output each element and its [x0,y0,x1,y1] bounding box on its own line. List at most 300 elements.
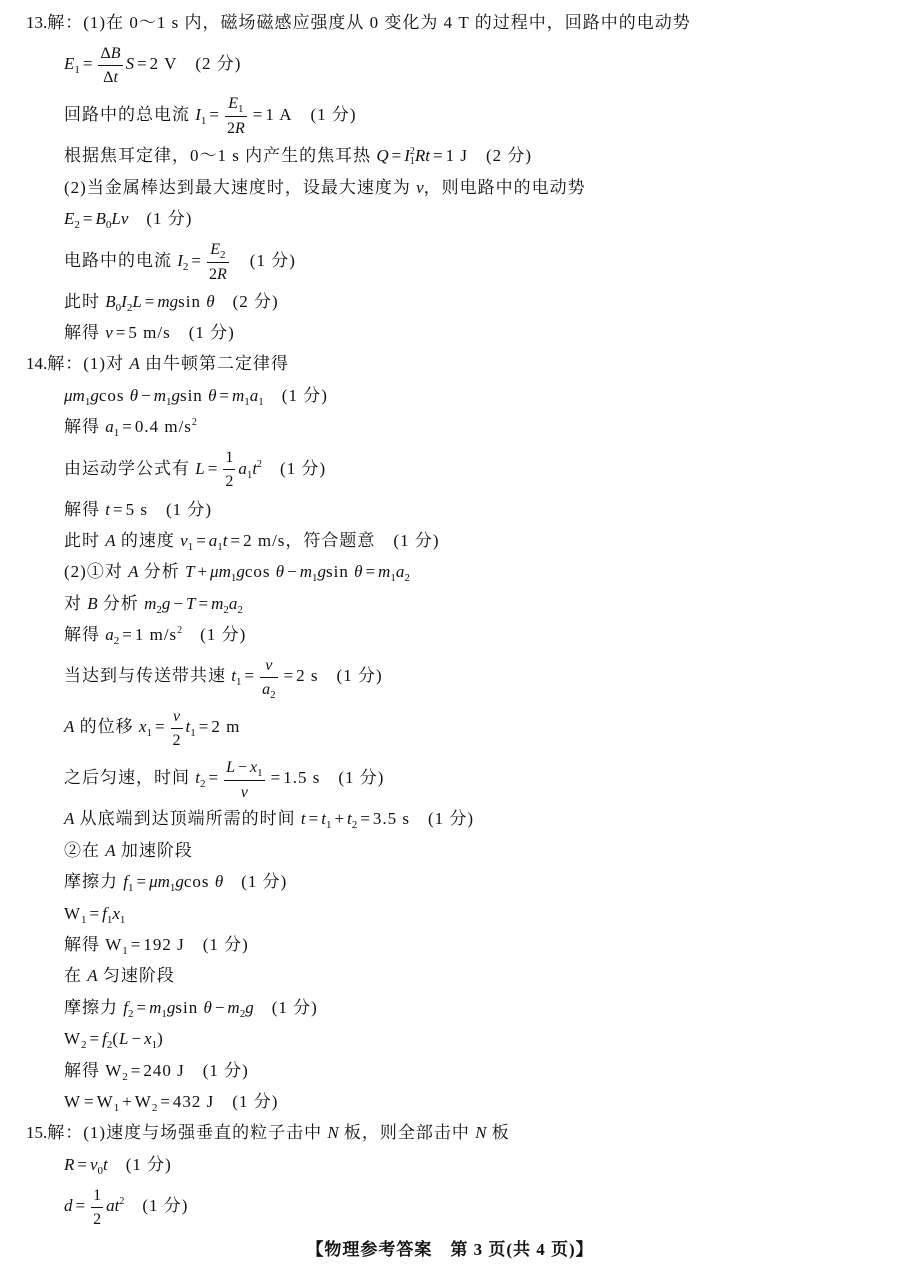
question-block [0,348,900,1117]
text-run: 1 m/s [134,625,178,645]
subscript: 1 [151,1039,158,1052]
math-variable: x [144,1029,152,1049]
math-variable-with-index [404,146,415,168]
answer-line [0,929,900,960]
math-variable: m [149,997,162,1017]
answer-line [0,38,900,89]
math-variable: E [210,240,221,258]
text-run: 2 [93,1210,102,1228]
math-variable-with-index [228,95,244,116]
text-run: Δ [103,68,114,86]
text-run: sin [179,385,209,405]
text-run: 分析 [97,593,145,613]
subscript: 1 [325,819,332,832]
math-variable: t [114,1196,120,1216]
math-operator: = [209,105,220,125]
text-run-with-index [64,903,87,926]
math-variable: θ [206,291,215,311]
math-variable: f [102,903,107,923]
math-operator: = [82,54,93,74]
math-variable: L [132,291,142,311]
math-operator: = [160,1091,170,1111]
fraction-numerator [91,1185,103,1208]
text-run: 1 [225,449,234,467]
fraction [98,43,122,88]
fraction [207,239,229,285]
subscript: 1 [200,115,207,128]
answer-line [0,1086,900,1117]
text-run: 的速度 [115,530,181,550]
fraction-numerator [224,757,265,781]
math-variable: g [90,385,99,405]
math-variable: x [138,717,147,737]
text-run: 解：(1)在 0～1 s 内，磁场磁感应强度从 0 变化为 4 T 的过程中，回路中的电动势 [47,13,691,32]
question-block [0,1117,900,1231]
math-variable: a [238,458,247,478]
text-run: 解得 [64,1060,106,1080]
math-operator: = [391,146,402,166]
score-note: (1 分) [125,1154,172,1174]
math-variable-with-index [211,593,229,616]
math-operator: = [137,54,147,74]
superscript: 2 [177,625,183,637]
math-operator: = [244,666,255,686]
text-run: 192 J [143,935,185,955]
text-run: 2 V [149,54,178,74]
math-variable-with-index [195,105,207,128]
math-variable-with-index [378,562,396,585]
math-variable-with-index [180,530,194,553]
math-variable-with-index [144,593,162,616]
math-variable-with-index [64,385,91,408]
math-variable: Rt [414,146,431,166]
math-variable-with-index [208,530,223,553]
text-run-with-index [105,935,128,958]
math-variable: T [186,593,196,613]
question-number: 13. [26,13,48,32]
math-variable: m [227,997,240,1017]
math-operator: = [252,105,263,125]
text-run: (2)当金属棒达到最大速度时，设最大速度为 [64,177,417,197]
text-run: 从底端到达顶端所需的时间 [74,809,301,829]
math-operator: = [89,903,100,923]
math-operator: = [198,593,209,613]
subscript: 1 [74,64,80,77]
math-operator: = [365,562,376,582]
subscript: 2 [182,260,189,273]
math-variable: t [300,809,306,829]
score-note: (1 分) [200,625,247,645]
math-operator: = [82,209,93,229]
math-variable: t [347,809,352,829]
math-variable-with-index [185,717,196,740]
math-variable-with-index [89,1154,104,1177]
score-note: (1 分) [202,1060,249,1080]
text-run: ) [157,1029,164,1049]
math-variable: t [195,768,200,788]
answer-line [0,898,900,929]
math-operator: = [219,385,230,405]
fraction-denominator [224,781,265,803]
math-variable-with-index [105,291,122,314]
subscript: 2 [237,603,243,616]
text-run: 板 [486,1123,510,1143]
subscript: 2 [113,635,120,648]
math-variable: A [105,840,116,860]
math-variable: t [252,458,258,478]
subscript: 1 [122,945,128,958]
math-variable: a [208,530,218,550]
math-variable: v [265,656,273,674]
math-variable-with-index [95,209,112,232]
text-run: 解得 [64,935,106,955]
answer-line [0,7,900,38]
subscript: 2 [127,1007,134,1020]
answer-line [0,992,900,1023]
math-variable: L [195,458,205,478]
math-variable: g [171,385,180,405]
subscript: 1 [84,395,91,408]
math-operator: − [141,385,151,405]
text-run: 摩擦力 [64,997,124,1017]
math-variable: B [95,209,106,229]
math-variable-with-index [105,417,120,440]
score-note: (1 分) [241,872,288,892]
subscript: 1 [169,882,176,895]
math-variable: d [64,1196,73,1216]
math-variable: a [105,625,114,645]
math-variable: g [166,997,176,1017]
answer-line [0,650,900,701]
math-variable: N [327,1123,339,1143]
math-variable-with-index [252,459,262,478]
text-run: sin [175,997,204,1017]
text-run: 对 [64,593,88,613]
fraction-denominator [207,263,229,285]
score-note: (1 分) [281,385,328,405]
text-run: 5 m/s [128,322,171,342]
text-run: 此时 [64,530,106,550]
math-variable: μm [149,872,170,892]
fraction-numerator [98,43,122,66]
score-note: (2 分) [232,291,279,311]
text-run: 此时 [64,291,106,311]
math-variable-with-index [231,666,242,689]
subscript: 2 [151,1101,158,1114]
fraction-denominator [223,470,235,492]
text-run: 分析 [138,562,185,582]
text-run: 解：(1)速度与场强垂直的粒子击中 [47,1123,328,1143]
math-variable-with-index [299,562,318,585]
math-variable: m [232,385,245,405]
math-operator: = [75,1196,86,1216]
math-variable: v [180,530,188,550]
text-run: 之后匀速，时间 [64,768,196,788]
math-variable: θ [129,385,139,405]
text-run: sin [178,291,207,311]
text-run: 由运动学公式有 [64,458,196,478]
math-variable: v [105,322,113,342]
answer-line [0,556,900,587]
math-variable: Lv [111,209,129,229]
math-variable: μm [210,562,231,582]
math-variable: I [404,146,410,166]
superscript: 2 [257,458,263,470]
superscript: 2 [119,1196,125,1208]
math-variable: A [128,562,139,582]
math-variable-with-index [123,872,134,895]
fraction-denominator [171,729,183,751]
math-variable: a [262,680,271,698]
subscript: 1 [165,395,172,408]
math-variable: m [299,562,312,582]
text-run: 1 J [445,146,468,166]
text-run: 由牛顿第二定律得 [139,354,289,374]
math-variable: mg [157,291,179,311]
math-variable: A [87,966,98,986]
math-variable: A [105,530,116,550]
text-run: 在 [64,966,88,986]
text-run: 解得 [64,322,106,342]
math-variable: B [105,291,116,311]
math-operator: = [84,1091,94,1111]
math-variable: θ [214,872,224,892]
text-run: 回路中的总电流 [64,105,196,125]
math-variable-with-index [121,291,133,314]
math-operator: = [112,499,123,519]
subscript: 0 [105,219,112,232]
math-variable-with-index [149,997,167,1020]
fraction-numerator [260,655,278,678]
text-run: 1 A [265,105,293,125]
math-variable: A [64,717,75,737]
score-note: (1 分) [142,1196,189,1216]
question-number: 14. [26,354,48,374]
math-variable: m [144,593,157,613]
score-note: (2 分) [486,146,533,166]
fraction-denominator [260,678,278,701]
score-note: (1 分) [336,666,383,686]
answer-line [0,701,900,752]
superscript: 2 [409,146,415,158]
math-variable: E [64,209,75,229]
math-variable: t [113,68,118,86]
fraction-denominator [98,66,122,88]
math-variable: m [211,593,224,613]
math-variable-with-index [238,458,253,481]
score-note: (1 分) [146,209,193,229]
math-operator: = [308,809,319,829]
text-run: 解得 [64,499,106,519]
math-variable: μm [64,385,85,405]
page-footer: 【物理参考答案 第 3 页(共 4 页)】 [306,1240,594,1259]
text-run: 电路中的电流 [64,250,178,270]
answer-line [0,835,900,866]
text-run: 2 m [211,717,241,737]
math-operator: + [122,1091,132,1111]
text-run: cos [183,872,215,892]
text-run: 432 J [172,1091,215,1111]
score-note: (2 分) [195,54,242,74]
subscript: 1 [390,572,396,585]
subscript: 2 [270,688,276,701]
math-variable-with-index [144,1029,158,1052]
math-operator: = [89,1029,100,1049]
subscript: 0 [115,301,122,314]
math-operator: = [230,530,241,550]
math-variable-with-index [249,385,264,408]
math-variable: a [105,417,114,437]
text-run: 2 s [296,666,319,686]
subscript: 1 [161,1007,167,1020]
math-variable: R [217,265,227,283]
subscript: 0 [97,1164,104,1177]
math-operator: = [122,417,132,437]
fraction-numerator [223,447,235,470]
text-run: W [64,903,82,923]
text-run: 2 [225,473,234,491]
subscript: 1 [217,540,223,553]
subscript: 1 [106,913,113,926]
text-run: 3.5 s [372,809,410,829]
subscript: 1 [238,103,244,116]
math-variable: a [395,562,405,582]
text-run-with-index [105,1060,128,1083]
subscript: 2 [239,1007,246,1020]
math-variable-with-index [105,625,120,648]
subscript: 1 [119,913,126,926]
math-variable: v [240,783,248,801]
text-run: sin [326,562,355,582]
math-variable: S [125,54,135,74]
subscript: 1 [312,572,318,585]
math-variable: a [249,385,259,405]
math-variable: t [321,809,326,829]
math-variable: E [64,54,75,74]
fraction-numerator [225,93,247,117]
fraction-numerator [207,239,229,263]
answer-line [0,588,900,619]
answer-line [0,1023,900,1054]
subscript: 2 [199,778,206,791]
subscript: 2 [404,572,410,585]
math-variable: x [112,903,120,923]
fraction-denominator [225,117,247,139]
math-variable: f [102,1029,107,1049]
math-operator: = [115,322,126,342]
text-run-with-index [96,1091,120,1114]
math-operator: = [130,935,141,955]
score-note: (1 分) [202,935,249,955]
text-run: cos [98,385,130,405]
text-run: 匀速阶段 [97,966,175,986]
subscript: 1 [235,676,242,689]
math-variable: R [64,1154,75,1174]
math-variable: E [228,95,239,113]
text-run: 1 [93,1186,102,1204]
math-variable-with-index [210,562,237,585]
fraction-denominator [91,1208,103,1230]
math-variable-with-index [115,1196,125,1215]
math-variable-with-index [232,385,250,408]
score-note: (1 分) [428,809,475,829]
math-variable: x [250,758,258,776]
math-variable-with-index [64,209,80,232]
math-variable-with-index [195,768,206,791]
text-run: ②在 [64,840,106,860]
subscript: 2 [351,819,358,832]
math-operator: − [173,593,184,613]
fraction [260,655,278,701]
subscript: 1 [190,727,196,740]
math-variable: t [103,1154,108,1174]
math-variable: g [317,562,326,582]
math-operator: − [131,1029,142,1049]
math-variable: I [195,105,201,125]
math-operator: = [207,458,218,478]
text-run: cos [244,562,276,582]
math-operator: = [208,768,219,788]
math-variable: m [153,385,166,405]
fraction [171,706,183,751]
math-variable: B [87,593,98,613]
math-variable: N [475,1123,487,1143]
text-run: 2 [227,120,236,138]
score-note: (1 分) [232,1091,279,1111]
text-run: (2)①对 [64,562,129,582]
text-run: ，则电路中的电动势 [423,177,586,197]
math-operator: = [283,666,294,686]
math-variable: a [228,593,238,613]
answer-line [0,525,900,556]
text-run: Δ [100,44,111,62]
subscript: 1 [113,427,120,440]
math-variable-with-index [321,809,332,832]
math-operator: = [136,872,147,892]
score-note: (1 分) [338,768,385,788]
math-variable-with-index [395,562,410,585]
score-note: (1 分) [280,458,327,478]
text-run: 2 [172,732,181,750]
math-variable-with-index [250,758,263,779]
math-variable: θ [203,997,212,1017]
math-variable: A [129,354,140,374]
math-operator: = [198,717,209,737]
answer-line [0,619,900,650]
math-variable: T [184,562,195,582]
answer-line [0,317,900,348]
text-run: 0.4 m/s [134,417,192,437]
math-variable-with-index [227,997,246,1020]
math-variable-with-index [262,680,276,701]
text-run: 的位移 [74,717,139,737]
subscript: 2 [74,219,80,232]
text-run: 解得 [64,625,106,645]
subscript: 2 [126,301,133,314]
math-operator: = [270,768,281,788]
answer-line [0,411,900,442]
math-variable: v [172,708,181,726]
math-variable-with-index [347,809,358,832]
text-run-with-index [135,625,182,644]
answer-line [0,203,900,234]
subscript: 1 [146,727,152,740]
subscript: 2 [106,1039,113,1052]
math-operator: = [191,250,202,270]
subscript: 1 [127,882,134,895]
math-variable: L [226,758,235,776]
text-run: W [134,1091,152,1111]
